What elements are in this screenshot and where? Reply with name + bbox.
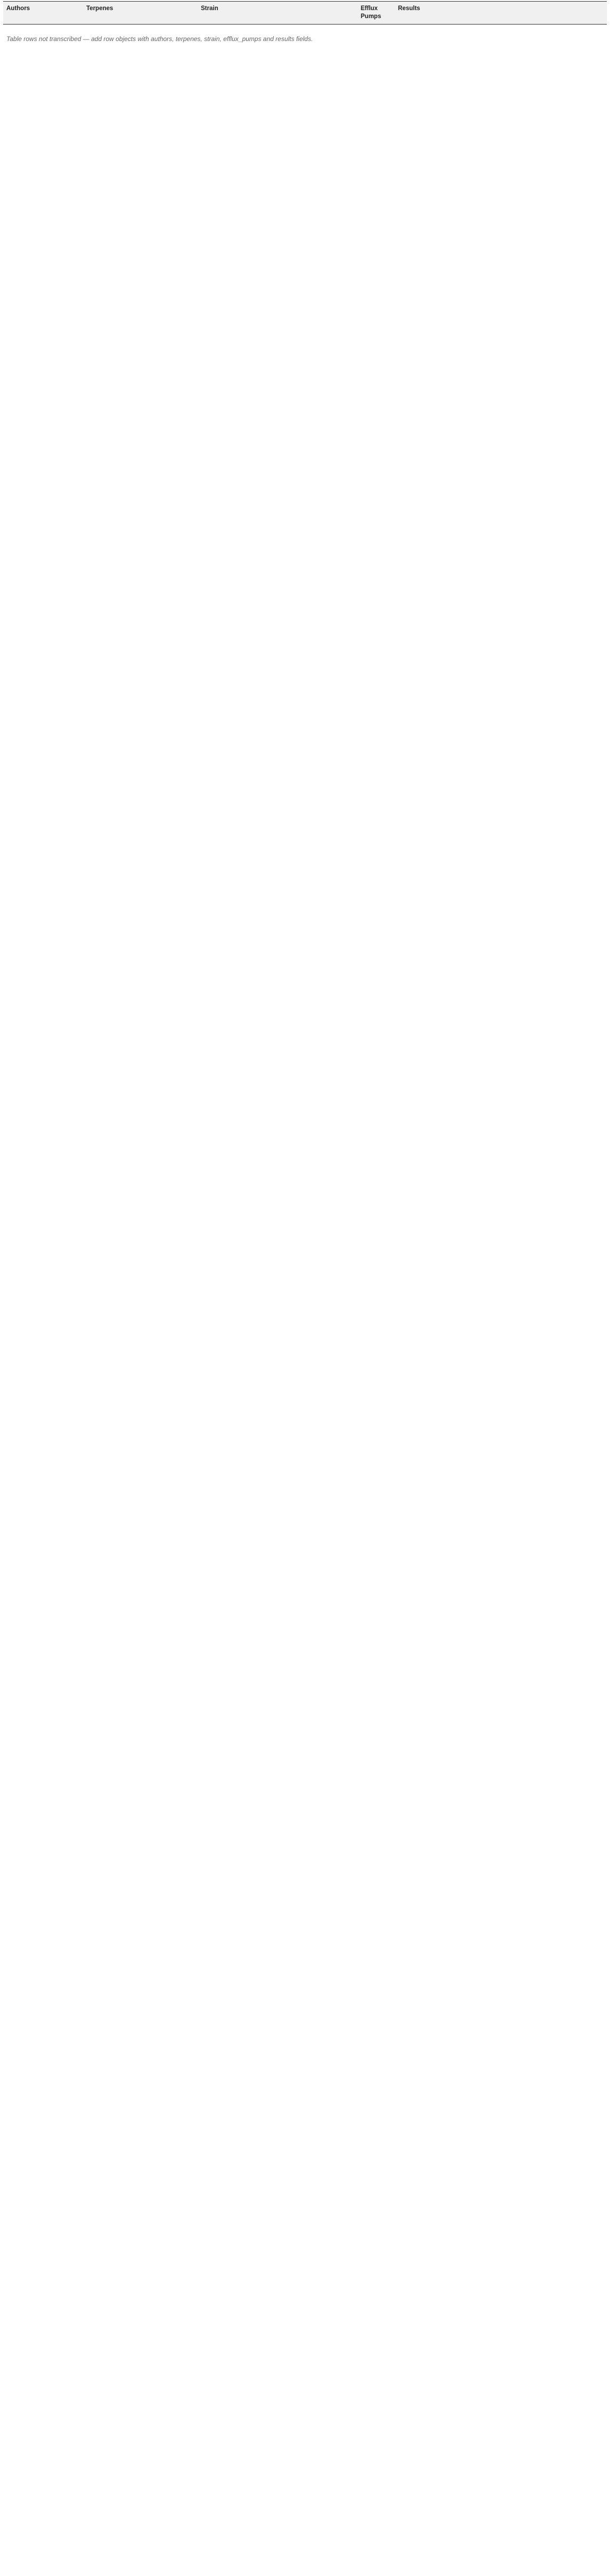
- header-results: Results: [395, 2, 607, 25]
- header-terpenes: Terpenes: [83, 2, 198, 25]
- terpene-efflux-table: [3, 1, 607, 25]
- table-header-row: [3, 2, 607, 25]
- empty-table-note: Table rows not transcribed — add row objects with authors, terpenes, strain, efflux_pumps and results fields.: [6, 35, 313, 43]
- header-authors: Authors: [3, 2, 83, 25]
- header-efflux-pumps: Efflux Pumps: [357, 2, 395, 25]
- header-strain: Strain: [198, 2, 357, 25]
- table-legend: [3, 53, 607, 56]
